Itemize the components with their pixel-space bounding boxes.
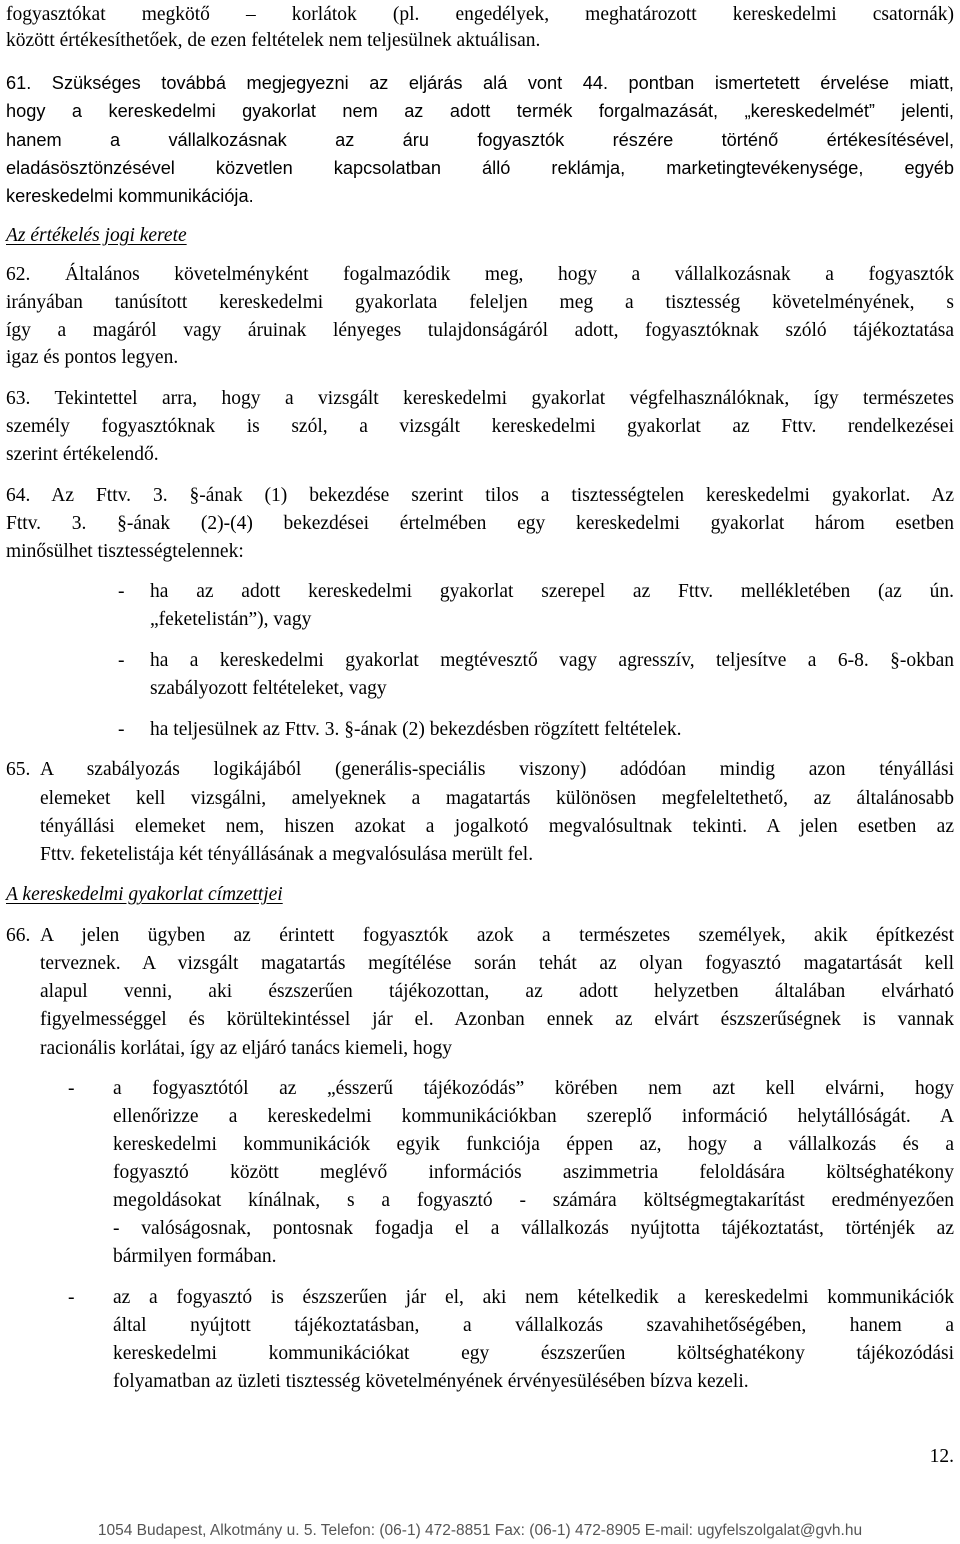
list-item-line: ha az adott kereskedelmi gyakorlat szerepel az Fttv. mellékletében (az ún. [150,581,954,602]
paragraph-line: fogyasztókat megkötő – korlátok (pl. engedélyek, meghatározott kereskedelmi csatornák) [6,4,954,25]
list-item-line: „feketelistán”), vagy [150,609,312,630]
paragraph-63-line: 63. Tekintettel arra, hogy a vizsgált kereskedelmi gyakorlat végfelhasználóknak, így természetes [6,388,954,409]
paragraph-62-line: 62. Általános követelményként fogalmazódik meg, hogy a vállalkozásnak a fogyasztók [6,264,954,285]
list-item-line: által nyújtott tájékoztatásban, a vállalkozás szavahihetőségében, hanem a [113,1315,954,1336]
list-item-line: az a fogyasztó is észszerűen jár el, aki nem kételkedik a kereskedelmi kommunikációk [113,1287,954,1308]
paragraph-62-line: így a magáról vagy áruinak lényeges tulajdonságáról adott, fogyasztóknak szóló tájékoztatása [6,320,954,341]
paragraph-number: 65. [6,759,31,780]
paragraph-66-line: racionális korlátai, így az eljáró tanács kiemeli, hogy [40,1038,453,1059]
paragraph-62-line: irányában tanúsított kereskedelmi gyakorlata feleljen meg a tisztesség követelményének, s [6,292,954,313]
paragraph-61-line: hanem a vállalkozásnak az áru fogyasztók részére történő értékesítésével, [6,130,954,150]
list-bullet: - [118,719,125,740]
paragraph-65-line: elemeket kell vizsgálni, amelyeknek a magatartás különösen megfeleltethető, az általánosabb [40,788,954,809]
list-item-line: fogyasztó között meglévő információs aszimmetria feloldására költséghatékony [113,1162,954,1183]
list-bullet: - [118,581,125,602]
paragraph-61-line: 61. Szükséges továbbá megjegyezni az eljárás alá vont 44. pontban ismertetett érvelése miatt, [6,73,954,93]
paragraph-number: 66. [6,925,31,946]
list-item-line: bármilyen formában. [113,1246,277,1267]
paragraph-64-line: 64. Az Fttv. 3. §-ának (1) bekezdése szerint tilos a tisztességtelen kereskedelmi gyakorlat. Az [6,485,954,506]
paragraph-66-line: figyelmességgel és körültekintéssel jár el. Azonban ennek az elvárt észszerűségnek is vannak [40,1009,954,1030]
paragraph-65-line: A szabályozás logikájából (generális-speciális viszony) adódóan mindig azon tényállási [40,759,954,780]
page-number: 12. [929,1446,954,1467]
list-item-line: ha teljesülnek az Fttv. 3. §-ának (2) bekezdésben rögzített feltételek. [150,719,682,740]
list-item-line: szabályozott feltételeket, vagy [150,678,387,699]
list-item-line: ellenőrizze a kereskedelmi kommunikációkban szereplő információ helytállóságát. A [113,1106,954,1127]
paragraph-line: között értékesíthetőek, de ezen feltételek nem teljesülnek aktuálisan. [6,30,541,51]
paragraph-66-line: alapul venni, aki észszerűen tájékozottan, az adott helyzetben általában elvárható [40,981,954,1002]
paragraph-66-line: terveznek. A vizsgált magatartás megítélése során tehát az olyan fogyasztó magatartását kell [40,953,954,974]
page-footer: 1054 Budapest, Alkotmány u. 5. Telefon: (06-1) 472-8851 Fax: (06-1) 472-8905 E-mail: ugyfelszolgalat@gvh.hu [97,1522,863,1539]
section-heading-addressees: A kereskedelmi gyakorlat címzettjei [6,884,283,905]
list-bullet: - [68,1287,75,1308]
list-bullet: - [118,650,125,671]
list-item-line: kereskedelmi kommunikációk egyik funkciója éppen az, hogy a vállalkozás és a [113,1134,954,1155]
paragraph-63-line: szerint értékelendő. [6,444,159,465]
paragraph-61-line: eladásösztönzésével közvetlen kapcsolatban álló reklámja, marketingtevékenysége, egyéb [6,158,954,178]
paragraph-64-line: minősülhet tisztességtelennek: [6,541,244,562]
section-heading-legal-framework: Az értékelés jogi kerete [6,225,187,246]
paragraph-61-line: kereskedelmi kommunikációja. [6,186,254,206]
paragraph-61-line: hogy a kereskedelmi gyakorlat nem az adott termék forgalmazását, „kereskedelmét” jelenti, [6,101,954,121]
list-item-line: folyamatban az üzleti tisztesség követelményének érvényesülésében bízva kezeli. [113,1371,749,1392]
paragraph-64-line: Fttv. 3. §-ának (2)-(4) bekezdései értelmében egy kereskedelmi gyakorlat három esetben [6,513,954,534]
paragraph-65-line: Fttv. feketelistája két tényállásának a megvalósulása merült fel. [40,844,534,865]
list-bullet: - [68,1078,75,1099]
paragraph-65-line: tényállási elemeket nem, hiszen azokat a jogalkotó megvalósultnak tekinti. A jelen esetben az [40,816,954,837]
list-item-line: kereskedelmi kommunikációkat egy észszerűen költséghatékony tájékozódási [113,1343,954,1364]
list-item-line: - valóságosnak, pontosnak fogadja el a vállalkozás nyújtotta tájékoztatást, történjék az [113,1218,954,1239]
paragraph-62-line: igaz és pontos legyen. [6,347,179,368]
list-item-line: megoldásokat kínálnak, s a fogyasztó - számára költségmegtakarítást eredményezően [113,1190,954,1211]
list-item-line: ha a kereskedelmi gyakorlat megtévesztő vagy agresszív, teljesítve a 6-8. §-okban [150,650,954,671]
paragraph-63-line: személy fogyasztóknak is szól, a vizsgált kereskedelmi gyakorlat az Fttv. rendelkezései [6,416,954,437]
paragraph-66-line: A jelen ügyben az érintett fogyasztók azok a természetes személyek, akik építkezést [40,925,954,946]
list-item-line: a fogyasztótól az „ésszerű tájékozódás” körében nem azt kell elvárni, hogy [113,1078,954,1099]
